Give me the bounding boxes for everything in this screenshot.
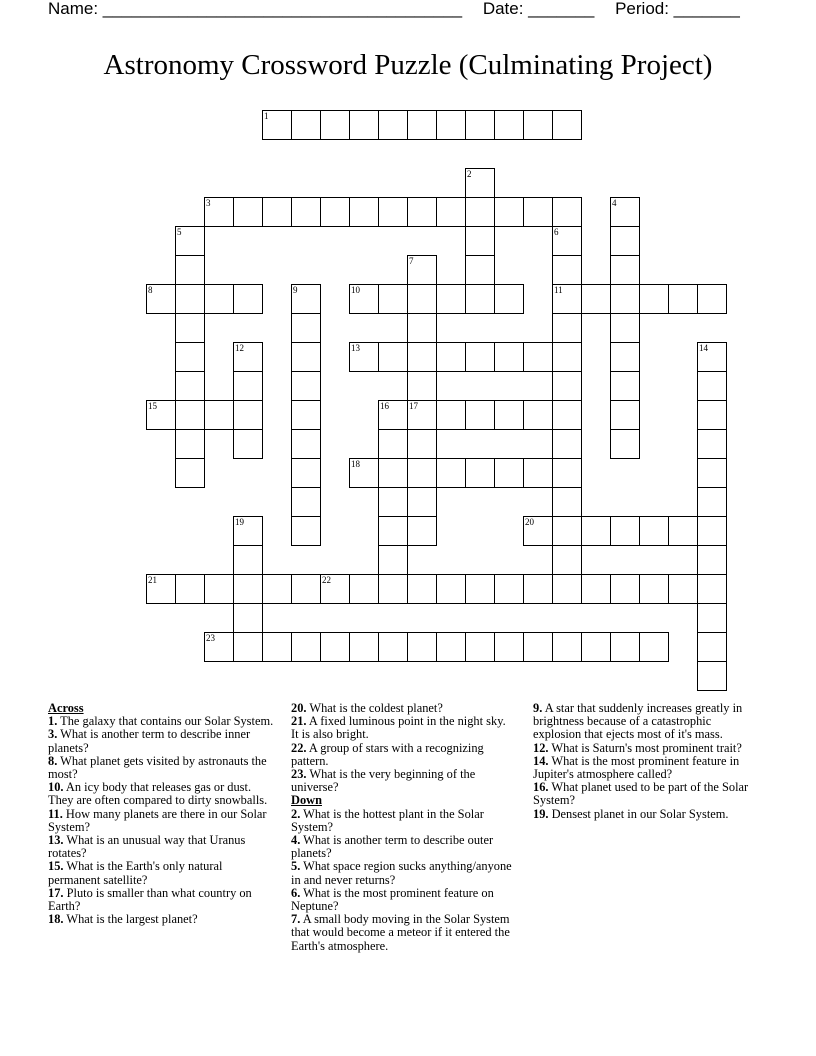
grid-cell[interactable]	[581, 516, 611, 546]
grid-cell[interactable]	[204, 197, 234, 227]
grid-cell[interactable]	[465, 632, 495, 662]
grid-cell[interactable]	[291, 516, 321, 546]
grid-cell[interactable]	[465, 284, 495, 314]
grid-cell[interactable]	[349, 458, 379, 488]
grid-cell[interactable]	[523, 342, 553, 372]
grid-cell[interactable]	[552, 255, 582, 285]
clue-number: 9	[293, 285, 298, 295]
grid-cell[interactable]	[291, 342, 321, 372]
grid-cell[interactable]	[552, 400, 582, 430]
grid-cell[interactable]	[262, 197, 292, 227]
grid-cell[interactable]	[581, 284, 611, 314]
grid-cell[interactable]	[262, 110, 292, 140]
grid-cell[interactable]	[291, 487, 321, 517]
clue-number: 16	[380, 401, 389, 411]
clue-down-4: 4. What is another term to describe outer planets?	[291, 833, 494, 861]
grid-cell[interactable]	[407, 371, 437, 401]
grid-cell[interactable]	[378, 516, 408, 546]
grid-cell[interactable]	[378, 197, 408, 227]
grid-cell[interactable]	[436, 342, 466, 372]
grid-cell[interactable]	[581, 574, 611, 604]
grid-cell[interactable]	[320, 110, 350, 140]
grid-cell[interactable]	[552, 458, 582, 488]
clue-number: 7	[409, 256, 414, 266]
grid-cell[interactable]	[552, 545, 582, 575]
grid-cell[interactable]	[262, 632, 292, 662]
page-title: Astronomy Crossword Puzzle (Culminating Project)	[103, 49, 713, 81]
clue-number: 1	[264, 111, 269, 121]
clue-column-3	[533, 702, 755, 821]
grid-cell[interactable]	[146, 400, 176, 430]
clue-across-23: 23. What is the very beginning of the universe?	[291, 767, 476, 795]
grid-cell[interactable]	[436, 197, 466, 227]
grid-cell[interactable]	[407, 255, 437, 285]
grid-cell[interactable]	[378, 632, 408, 662]
grid-cell[interactable]	[291, 110, 321, 140]
grid-cell[interactable]	[175, 429, 205, 459]
grid-cell[interactable]	[610, 400, 640, 430]
grid-cell[interactable]	[349, 574, 379, 604]
grid-cell[interactable]	[407, 284, 437, 314]
grid-cell[interactable]	[639, 632, 669, 662]
clue-across-10: 10. An icy body that releases gas or dust. They are often compared to dirty snowballs.	[48, 780, 268, 808]
grid-cell[interactable]	[610, 226, 640, 256]
grid-cell[interactable]	[610, 516, 640, 546]
grid-cell[interactable]	[204, 574, 234, 604]
grid-cell[interactable]	[610, 632, 640, 662]
grid-cell[interactable]	[204, 400, 234, 430]
grid-cell[interactable]	[552, 284, 582, 314]
grid-cell[interactable]	[407, 110, 437, 140]
grid-cell[interactable]	[291, 458, 321, 488]
grid-cell[interactable]	[494, 574, 524, 604]
grid-cell[interactable]	[552, 516, 582, 546]
grid-cell[interactable]	[610, 574, 640, 604]
grid-cell[interactable]	[552, 371, 582, 401]
grid-cell[interactable]	[378, 342, 408, 372]
clue-number: 11	[554, 285, 563, 295]
grid-cell[interactable]	[233, 545, 263, 575]
grid-cell[interactable]	[407, 458, 437, 488]
clue-across-18: 18. What is the largest planet?	[48, 912, 198, 927]
clue-down-2: 2. What is the hottest plant in the Solar System?	[291, 806, 484, 834]
grid-cell[interactable]	[175, 400, 205, 430]
grid-cell[interactable]	[697, 400, 727, 430]
clue-across-13: 13. What is an unusual way that Uranus rotates?	[48, 833, 246, 861]
grid-cell[interactable]	[668, 516, 698, 546]
clue-across-22: 22. A group of stars with a recognizing pattern.	[291, 740, 484, 768]
grid-cell[interactable]	[610, 255, 640, 285]
grid-cell[interactable]	[697, 342, 727, 372]
grid-cell[interactable]	[523, 400, 553, 430]
grid-cell[interactable]	[697, 661, 727, 691]
grid-cell[interactable]	[639, 284, 669, 314]
clue-across-17: 17. Pluto is smaller than what country on Earth?	[48, 885, 252, 914]
grid-cell[interactable]	[436, 110, 466, 140]
grid-cell[interactable]	[465, 342, 495, 372]
grid-cell[interactable]	[610, 342, 640, 372]
grid-cell[interactable]	[668, 284, 698, 314]
clue-down-9: 9. A star that suddenly increases greatly in brightness because of a catastrophic explosion that ejects most of it's mass.	[533, 701, 743, 742]
grid-cell[interactable]	[610, 429, 640, 459]
clue-number: 14	[699, 343, 708, 353]
grid-cell[interactable]	[146, 574, 176, 604]
grid-cell[interactable]	[320, 574, 350, 604]
grid-cell[interactable]	[523, 632, 553, 662]
grid-cell[interactable]	[204, 632, 234, 662]
clue-across-8: 8. What planet gets visited by astronauts the most?	[48, 753, 267, 782]
clue-number: 6	[554, 227, 559, 237]
clue-across-21: 21. A fixed luminous point in the night sky. It is also bright.	[291, 714, 506, 742]
grid-cell[interactable]	[175, 371, 205, 401]
clue-number: 5	[177, 227, 182, 237]
clue-number: 21	[148, 575, 157, 585]
across-heading: Across	[48, 701, 84, 715]
clue-number: 12	[235, 343, 244, 353]
grid-cell[interactable]	[407, 632, 437, 662]
grid-cell[interactable]	[494, 632, 524, 662]
clue-down-5: 5. What space region sucks anything/anyone in and never returns?	[291, 859, 512, 887]
grid-cell[interactable]	[552, 487, 582, 517]
date-field[interactable]: Date: _______	[482, 0, 595, 18]
grid-cell[interactable]	[233, 400, 263, 430]
grid-cell[interactable]	[697, 371, 727, 401]
grid-cell[interactable]	[175, 284, 205, 314]
clue-column-1	[48, 702, 276, 926]
grid-cell[interactable]	[523, 110, 553, 140]
grid-cell[interactable]	[523, 516, 553, 546]
grid-cell[interactable]	[697, 487, 727, 517]
grid-cell[interactable]	[146, 284, 176, 314]
grid-cell[interactable]	[639, 516, 669, 546]
clue-number: 20	[525, 517, 534, 527]
clue-across-3: 3. What is another term to describe inner planets?	[48, 727, 251, 755]
grid-cell[interactable]	[697, 516, 727, 546]
grid-cell[interactable]	[610, 371, 640, 401]
grid-cell[interactable]	[378, 429, 408, 459]
clue-number: 18	[351, 459, 360, 469]
grid-cell[interactable]	[610, 313, 640, 343]
grid-cell[interactable]	[349, 110, 379, 140]
grid-cell[interactable]	[233, 342, 263, 372]
grid-cell[interactable]	[291, 632, 321, 662]
grid-cell[interactable]	[465, 255, 495, 285]
grid-cell[interactable]	[407, 400, 437, 430]
grid-cell[interactable]	[378, 458, 408, 488]
grid-cell[interactable]	[523, 574, 553, 604]
clue-down-6: 6. What is the most prominent feature on Neptune?	[291, 885, 494, 914]
grid-cell[interactable]	[233, 284, 263, 314]
grid-cell[interactable]	[407, 342, 437, 372]
grid-cell[interactable]	[552, 110, 582, 140]
period-field[interactable]: Period: _______	[615, 0, 740, 18]
grid-cell[interactable]	[494, 110, 524, 140]
grid-cell[interactable]	[378, 110, 408, 140]
grid-cell[interactable]	[233, 603, 263, 633]
grid-cell[interactable]	[291, 574, 321, 604]
clue-number: 17	[409, 401, 418, 411]
grid-cell[interactable]	[204, 284, 234, 314]
clue-number: 15	[148, 401, 157, 411]
grid-cell[interactable]	[494, 400, 524, 430]
grid-cell[interactable]	[610, 284, 640, 314]
grid-cell[interactable]	[291, 371, 321, 401]
clue-down-12: 12. What is Saturn's most prominent trait?	[533, 740, 742, 755]
clue-number: 22	[322, 575, 331, 585]
grid-cell[interactable]	[465, 400, 495, 430]
grid-cell[interactable]	[523, 197, 553, 227]
grid-cell[interactable]	[175, 574, 205, 604]
grid-cell[interactable]	[552, 226, 582, 256]
grid-cell[interactable]	[552, 632, 582, 662]
grid-cell[interactable]	[552, 574, 582, 604]
grid-cell[interactable]	[436, 458, 466, 488]
grid-cell[interactable]	[465, 458, 495, 488]
grid-cell[interactable]	[697, 574, 727, 604]
clue-across-15: 15. What is the Earth's only natural permanent satellite?	[48, 859, 223, 887]
down-heading: Down	[291, 793, 322, 808]
clue-number: 2	[467, 169, 472, 179]
grid-cell[interactable]	[465, 574, 495, 604]
clue-down-16: 16. What planet used to be part of the Solar System?	[533, 780, 749, 808]
grid-cell[interactable]	[552, 197, 582, 227]
grid-cell[interactable]	[175, 342, 205, 372]
grid-cell[interactable]	[291, 197, 321, 227]
grid-cell[interactable]	[697, 429, 727, 459]
clue-number: 19	[235, 517, 244, 527]
grid-cell[interactable]	[175, 458, 205, 488]
grid-cell[interactable]	[610, 197, 640, 227]
clue-across-20: 20. What is the coldest planet?	[291, 701, 443, 715]
grid-cell[interactable]	[436, 400, 466, 430]
grid-cell[interactable]	[349, 197, 379, 227]
grid-cell[interactable]	[494, 342, 524, 372]
clue-number: 10	[351, 285, 360, 295]
grid-cell[interactable]	[668, 574, 698, 604]
grid-cell[interactable]	[233, 632, 263, 662]
grid-cell[interactable]	[697, 284, 727, 314]
grid-cell[interactable]	[349, 342, 379, 372]
grid-cell[interactable]	[262, 574, 292, 604]
grid-cell[interactable]	[523, 458, 553, 488]
grid-cell[interactable]	[233, 197, 263, 227]
grid-cell[interactable]	[407, 574, 437, 604]
grid-cell[interactable]	[407, 197, 437, 227]
grid-cell[interactable]	[465, 197, 495, 227]
grid-cell[interactable]	[552, 429, 582, 459]
grid-cell[interactable]	[291, 429, 321, 459]
clue-number: 4	[612, 198, 617, 208]
grid-cell[interactable]	[233, 516, 263, 546]
clue-number: 13	[351, 343, 360, 353]
grid-cell[interactable]	[697, 545, 727, 575]
grid-cell[interactable]	[233, 429, 263, 459]
grid-cell[interactable]	[436, 574, 466, 604]
grid-cell[interactable]	[320, 632, 350, 662]
grid-cell[interactable]	[407, 516, 437, 546]
clue-across-1: 1. The galaxy that contains our Solar System.	[48, 714, 274, 729]
grid-cell[interactable]	[378, 545, 408, 575]
grid-cell[interactable]	[233, 371, 263, 401]
grid-cell[interactable]	[697, 632, 727, 662]
grid-cell[interactable]	[378, 400, 408, 430]
clue-column-2	[291, 702, 515, 953]
grid-cell[interactable]	[291, 313, 321, 343]
grid-cell[interactable]	[697, 458, 727, 488]
grid-cell[interactable]	[639, 574, 669, 604]
grid-cell[interactable]	[291, 400, 321, 430]
clue-number: 23	[206, 633, 215, 643]
grid-cell[interactable]	[494, 458, 524, 488]
grid-cell[interactable]	[581, 632, 611, 662]
grid-cell[interactable]	[233, 574, 263, 604]
grid-cell[interactable]	[175, 255, 205, 285]
clue-down-14: 14. What is the most prominent feature in Jupiter's atmosphere called?	[533, 753, 740, 782]
clue-across-11: 11. How many planets are there in our Solar System?	[48, 806, 267, 834]
grid-cell[interactable]	[407, 487, 437, 517]
clue-down-7: 7. A small body moving in the Solar System that would become a meteor if it entered the Earth's atmosphere.	[291, 912, 510, 953]
grid-cell[interactable]	[175, 313, 205, 343]
grid-cell[interactable]	[494, 284, 524, 314]
grid-cell[interactable]	[175, 226, 205, 256]
grid-cell[interactable]	[465, 168, 495, 198]
grid-cell[interactable]	[494, 197, 524, 227]
grid-cell[interactable]	[378, 487, 408, 517]
grid-cell[interactable]	[291, 284, 321, 314]
grid-cell[interactable]	[320, 197, 350, 227]
grid-cell[interactable]	[349, 284, 379, 314]
grid-cell[interactable]	[349, 632, 379, 662]
name-field[interactable]: Name: ______________________________________	[48, 0, 463, 18]
grid-cell[interactable]	[378, 574, 408, 604]
grid-cell[interactable]	[436, 284, 466, 314]
grid-cell[interactable]	[465, 110, 495, 140]
grid-cell[interactable]	[697, 603, 727, 633]
grid-cell[interactable]	[407, 429, 437, 459]
grid-cell[interactable]	[465, 226, 495, 256]
grid-cell[interactable]	[552, 313, 582, 343]
clue-number: 3	[206, 198, 211, 208]
clue-number: 8	[148, 285, 153, 295]
grid-cell[interactable]	[436, 632, 466, 662]
clue-down-19: 19. Densest planet in our Solar System.	[533, 806, 729, 821]
grid-cell[interactable]	[378, 284, 408, 314]
grid-cell[interactable]	[407, 313, 437, 343]
grid-cell[interactable]	[552, 342, 582, 372]
